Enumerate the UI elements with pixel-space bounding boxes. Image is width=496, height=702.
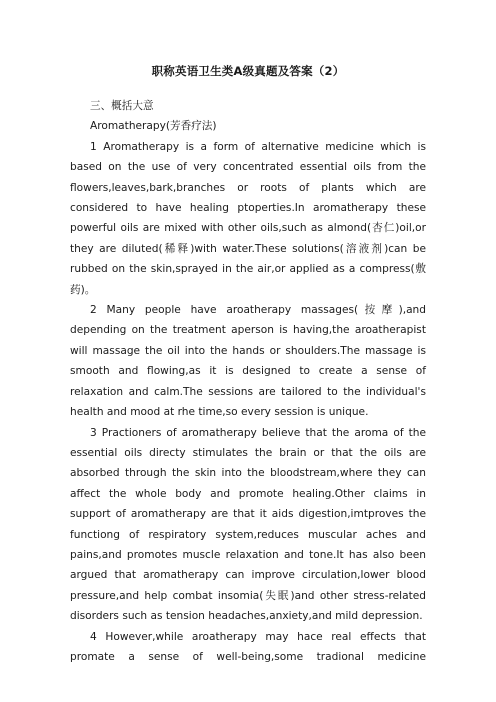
- paragraph-1: 1 Aromatherapy is a form of alternative medicine which is based on the use of very concentrated essential oils from the flowers,leaves,bark,branches or roots of plants which are considered to have healing ptoperties.In aromatherapy these powerful oils are mixed with other oils,such as almond(杏仁)oil,or they are diluted(稀释)with water.These solutions(溶液剂)can be rubbed on the skin,sprayed in the air,or applied as a compress(敷药)。: [70, 140, 426, 296]
- section-heading: 三、概括大意: [90, 100, 154, 112]
- article-title: Aromatherapy(芳香疗法): [90, 120, 217, 133]
- paragraph-3: 3 Practioners of aromatherapy believe that the aroma of the essential oils directy stimulates the brain or that the oils are absorbed through the skin into the bloodstream,where they can affect the whole body and promote healing.Other claims in support of aromatherapy are that it aids digestion,imtproves the functiong of respiratory system,reduces muscular aches and pains,and promotes muscle relaxation and tone.It has also been argued that aromatherapy can improve circulation,lower blood pressure,and help combat insomia(失眠)and other stress-related disorders such as tension headaches,anxiety,and mild depression.: [70, 426, 426, 623]
- paragraph-4: 4 However,while aroatherapy may hace real effects that promate a sense of well-being,some tradional medicine: [70, 630, 426, 663]
- paragraph-2: 2 Many people have aroatherapy massages(按摩),and depending on the treatment aperson is having,the aroatherapist will massage the oil into the hands or shoulders.The massage is smooth and flowing,as it is designed to create a sense of relaxation and calm.The sessions are tailored to the individual's health and mood at rhe time,so every session is unique.: [70, 304, 426, 419]
- document-title: 职称英语卫生类A级真题及答案（2）: [151, 64, 345, 78]
- document-body: [70, 96, 426, 667]
